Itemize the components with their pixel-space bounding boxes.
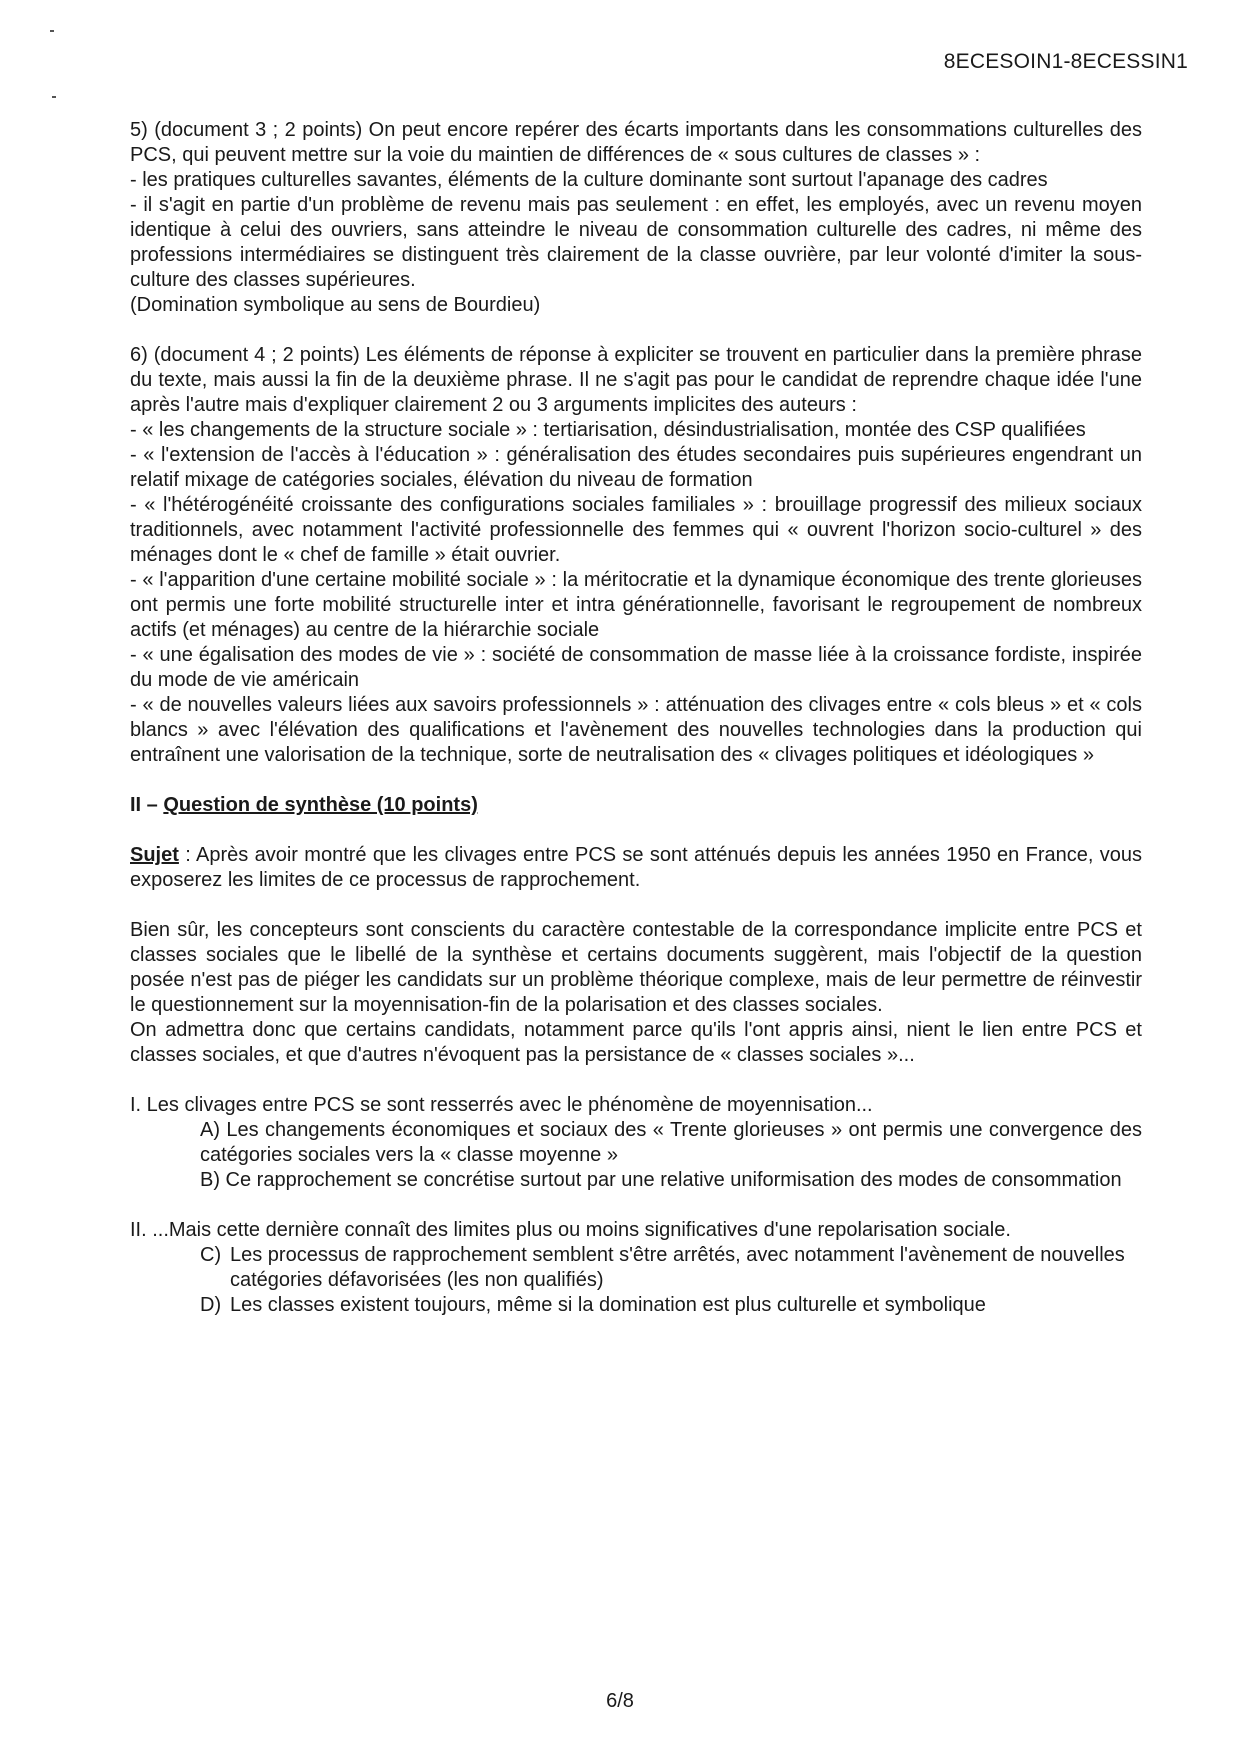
question-5-intro: 5) (document 3 ; 2 points) On peut encore repérer des écarts importants dans les consommations culturelles des PCS, qui peuvent mettre sur la voie du maintien de différences de « sous cultures de classes » : (130, 119, 1142, 166)
section-2-number: II – (130, 794, 164, 816)
question-6-bullet-5: - « une égalisation des modes de vie » : société de consommation de masse liée à la croissance fordiste, inspirée du mode de vie américain (130, 644, 1142, 691)
answer-plan (130, 1093, 1142, 1318)
question-5-bullet-2: - il s'agit en partie d'un problème de revenu mais pas seulement : en effet, les employés, avec un revenu moyen identique à celui des ouvriers, sans atteindre le niveau de consommation culturelle des cadres, ni même des professions intermédiaires se distinguent très clairement de la classe ouvrière, par leur volonté d'imiter la sous-culture des classes supérieures. (130, 194, 1142, 291)
scan-speck-top (50, 30, 54, 32)
synthesis-paragraph-1: Bien sûr, les concepteurs sont conscients du caractère contestable de la correspondance implicite entre PCS et classes sociales que le libellé de la synthèse et certains documents suggèrent, mais l'objectif de la question posée n'est pas de piéger les candidats sur un problème théorique complexe, mais de leur permettre de réinvestir le questionnement sur la moyennisation-fin de la polarisation et des classes sociales. (130, 919, 1142, 1016)
plan-item-c-text: Les processus de rapprochement semblent s'être arrêtés, avec notamment l'avènement de nouvelles catégories défavorisées (les non qualifiés) (230, 1244, 1125, 1291)
question-6-bullet-6: - « de nouvelles valeurs liées aux savoirs professionnels » : atténuation des clivages entre « cols bleus » et « cols blancs » avec l'élévation des qualifications et l'avènement des nouvelles technologies dans la production qui entraînent une valorisation de la technique, sorte de neutralisation des « clivages politiques et idéologiques » (130, 694, 1142, 766)
plan-item-a: A) Les changements économiques et sociaux des « Trente glorieuses » ont permis une convergence des catégories sociales vers la « classe moyenne » (200, 1119, 1142, 1166)
question-6-bullet-1: - « les changements de la structure sociale » : tertiarisation, désindustrialisation, montée des CSP qualifiées (130, 419, 1086, 441)
sujet-paragraph (130, 843, 1142, 893)
plan-item-c-letter: C) (200, 1244, 222, 1266)
sujet-text: : Après avoir montré que les clivages entre PCS se sont atténués depuis les années 1950 en France, vous exposerez les limites de ce processus de rapprochement. (130, 844, 1142, 891)
plan-item-d-letter: D) (200, 1294, 222, 1316)
scan-speck-mid (52, 96, 56, 98)
plan-item-b: B) Ce rapprochement se concrétise surtout par une relative uniformisation des modes de consommation (200, 1169, 1122, 1191)
question-5 (130, 118, 1142, 318)
question-6-bullet-3: - « l'hétérogénéité croissante des configurations sociales familiales » : brouillage progressif des milieux sociaux traditionnels, avec notamment l'activité professionnelle des femmes qui « ouvrent l'horizon socio-culturel » des ménages dont le « chef de famille » était ouvrier. (130, 494, 1142, 566)
page-content (130, 118, 1142, 1318)
question-5-bullet-1: - les pratiques culturelles savantes, éléments de la culture dominante sont surtout l'apanage des cadres (130, 169, 1048, 191)
plan-item-d (130, 1293, 1142, 1318)
question-6-intro: 6) (document 4 ; 2 points) Les éléments de réponse à expliciter se trouvent en particulier dans la première phrase du texte, mais aussi la fin de la deuxième phrase. Il ne s'agit pas pour le candidat de reprendre chaque idée l'une après l'autre mais d'expliquer clairement 2 ou 3 arguments implicites des auteurs : (130, 344, 1142, 416)
section-2-heading (130, 793, 1142, 818)
plan-item-d-text: Les classes existent toujours, même si la domination est plus culturelle et symbolique (230, 1294, 986, 1316)
section-2-title: Question de synthèse (10 points) (163, 794, 478, 816)
synthesis-paragraph-2: On admettra donc que certains candidats, notamment parce qu'ils l'ont appris ainsi, nient le lien entre PCS et classes sociales, et que d'autres n'évoquent pas la persistance de « classes sociales »... (130, 1019, 1142, 1066)
plan-item-c (130, 1243, 1142, 1293)
question-6 (130, 343, 1142, 768)
question-6-bullet-2: - « l'extension de l'accès à l'éducation » : généralisation des études secondaires puis supérieures engendrant un relatif mixage de catégories sociales, élévation du niveau de formation (130, 444, 1142, 491)
plan-part-2: II. ...Mais cette dernière connaît des limites plus ou moins significatives d'une repolarisation sociale. (130, 1219, 1011, 1241)
page-number: 6/8 (606, 1690, 634, 1712)
question-6-bullet-4: - « l'apparition d'une certaine mobilité sociale » : la méritocratie et la dynamique économique des trente glorieuses ont permis une forte mobilité structurelle inter et intra générationnelle, favorisant le regroupement de nombreux actifs (et ménages) au centre de la hiérarchie sociale (130, 569, 1142, 641)
sujet-label: Sujet (130, 844, 179, 866)
question-5-note: (Domination symbolique au sens de Bourdieu) (130, 294, 541, 316)
plan-part-1: I. Les clivages entre PCS se sont resserrés avec le phénomène de moyennisation... (130, 1094, 873, 1116)
document-code: 8ECESOIN1-8ECESSIN1 (943, 50, 1188, 73)
